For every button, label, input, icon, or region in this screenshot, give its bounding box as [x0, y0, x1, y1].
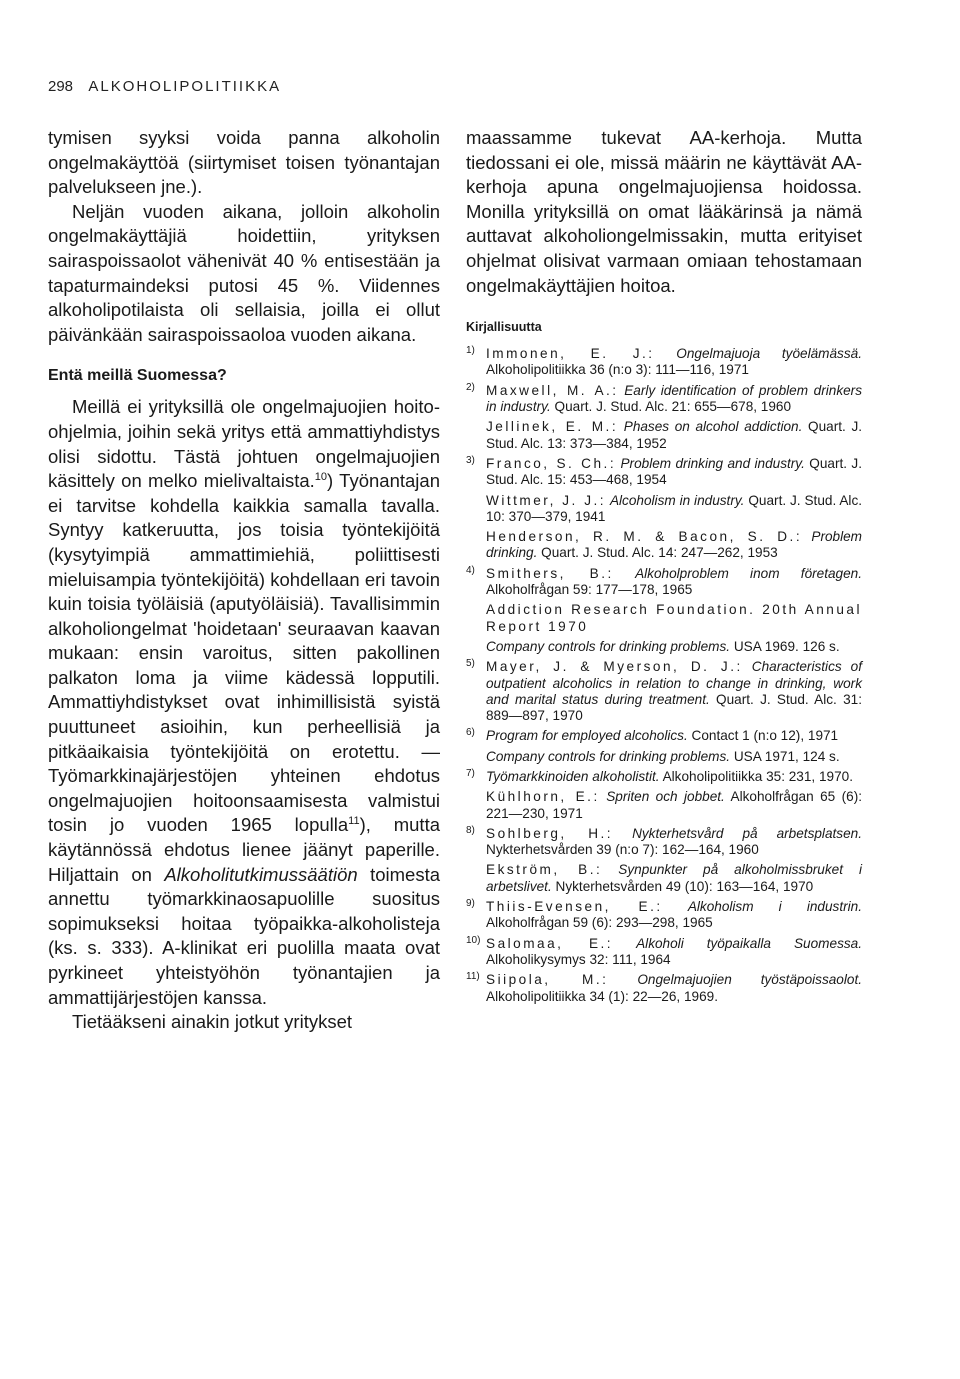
reference-source: Alkoholipolitiikka 34 (1): 22—26, 1969.	[486, 988, 718, 1004]
paragraph: maassamme tukevat AA-kerhoja. Mutta tiedossani ei ole, missä määrin ne käyttävät AA-kerhoja apuna ongelmajuojiensa hoidossa. Monilla yrityksillä on omat lääkärinsä ja nämä auttavat alkoholiongelmissakin, mutta erityiset ohjelmat olisivat varmaan omiaan tehostamaan ongelmakäyttäjien hoitoa.	[466, 127, 862, 296]
reference-source: Alkoholikysymys 32: 111, 1964	[486, 951, 671, 967]
footnote-ref: 10	[314, 470, 328, 483]
reference-author: Wittmer, J. J.:	[486, 492, 607, 508]
reference-title: Program for employed alcoholics.	[486, 728, 688, 744]
paragraph: Tietääkseni ainakin jotkut yritykset	[72, 1011, 353, 1033]
reference-title: Synpunkter på alkoholmissbruket i arbetslivet.	[486, 862, 862, 894]
reference-source: Quart. J. Stud. Alc. 21: 655—678, 1960	[554, 399, 792, 415]
reference-title: Nykterhetsvård på arbetsplatsen.	[632, 825, 862, 841]
reference-author: Henderson, R. M. & Bacon, S. D.:	[486, 529, 803, 545]
reference-item	[466, 769, 862, 785]
reference-source: Alkoholfrågan 59: 177—178, 1965	[486, 582, 693, 598]
paragraph-text: ) Työnantajan ei tarvitse kohdella kaikkia samalla tavalla. Syntyy katkeruutta, jos toisia työntekijöitä (kysytyimpiä ammattimiehiä, poliittisesti mieluisampia työntekijöitä) kohdellaan eri tavoin kuin toisia työläisiä (aputyöläisiä). Tavallisimmin alkoholiongelmat 'hoidetaan' seuraavan kaavan mukaan: ensin varoitus, sitten pakollinen palkaton loma ja viime kädessä lopputili. Ammattiyhdistykset ovat inhimillisistä syistä puuttuneet asioihin, kun perheellisiä ja pitkäaikaisia työntekijöitä on erotettu. — Työmarkkinajärjestöjen yhteinen ehdotus ongelmajuojien hoitoonsaamisesta valmistui tosin jo vuoden 1965 lopulla	[48, 470, 440, 836]
running-title: ALKOHOLIPOLITIIKKA	[88, 78, 282, 95]
reference-author: Thiis-Evensen, E.:	[486, 899, 663, 915]
paragraph-text: Meillä ei yrityksillä ole ongelmajuojien hoito-ohjelmia, joihin sekä yritys että ammattiyhdistys olisi sidottu. Tästä johtuen ongelmajuojien käsittely on melko mielivaltaista.	[48, 396, 440, 492]
reference-title: Characteristics of outpatient alcoholics in relation to change in drinking, work and marital status during treatment.	[486, 659, 862, 707]
reference-item	[466, 659, 862, 724]
reference-number: 1)	[466, 345, 475, 357]
reference-title: Ongelmajuoja työelämässä.	[676, 346, 862, 362]
reference-source: Quart. J. Stud. Alc. 31: 889—897, 1970	[486, 691, 862, 724]
references-heading: Kirjallisuutta	[466, 320, 542, 335]
reference-item	[466, 972, 862, 1005]
paragraph-text: toimesta annettu työmarkkinaosapuolille suositus sopimukseksi hoitaa työpaikka-alkoholisteja (ks. s. 333). A-klinikat eri puolilla maata ovat pyrkineet yhteistyöhön työnantajien ja ammattijärjestöjen kanssa.	[48, 863, 440, 1008]
right-column	[466, 126, 862, 1009]
reference-author: Mayer, J. & Myerson, D. J.:	[486, 659, 743, 675]
reference-item	[466, 749, 862, 765]
reference-title: Alkoholism i industrin.	[687, 899, 862, 915]
reference-author: Jellinek, E. M.:	[486, 419, 619, 435]
reference-source: Nykterhetsvården 49 (10): 163—164, 1970	[555, 878, 814, 894]
reference-source: Quart. J. Stud. Alc. 13: 373—384, 1952	[486, 419, 863, 451]
reference-number: 7)	[466, 767, 475, 779]
paragraph	[48, 395, 440, 1010]
reference-text	[486, 749, 862, 765]
reference-title: Company controls for drinking problems.	[486, 638, 731, 654]
page-number: 298	[48, 78, 74, 95]
reference-text	[486, 936, 862, 969]
reference-source: Quart. J. Stud. Alc. 10: 370—379, 1941	[486, 492, 863, 524]
reference-text	[486, 659, 862, 724]
reference-source: USA 1971, 124 s.	[733, 748, 840, 764]
reference-text	[486, 566, 862, 599]
section-heading: Entä meillä Suomessa?	[48, 367, 227, 385]
reference-title: Company controls for drinking problems.	[486, 748, 731, 764]
reference-item	[466, 383, 862, 416]
reference-item	[466, 826, 862, 859]
reference-text	[486, 529, 862, 562]
reference-title: Ongelmajuojien työstäpoissaolot.	[637, 972, 862, 988]
reference-text	[486, 602, 862, 635]
reference-author: Smithers, B.:	[486, 565, 614, 581]
reference-item	[466, 419, 862, 452]
reference-item	[466, 639, 862, 655]
reference-author: Franco, S. Ch.:	[486, 455, 617, 471]
reference-title: Työmarkkinoiden alkoholistit.	[486, 768, 660, 784]
reference-title: Alkoholi työpaikalla Suomessa.	[636, 935, 862, 951]
reference-text	[486, 769, 862, 785]
reference-source: Contact 1 (n:o 12), 1971	[691, 728, 839, 744]
reference-item	[466, 789, 862, 822]
reference-item	[466, 493, 862, 526]
reference-item	[466, 862, 862, 895]
reference-author: Salomaa, E.:	[486, 935, 614, 951]
reference-item	[466, 728, 862, 744]
reference-item	[466, 936, 862, 969]
left-column	[48, 126, 440, 1035]
running-head	[48, 78, 281, 95]
reference-text	[486, 639, 862, 655]
reference-text	[486, 899, 862, 932]
reference-text	[486, 728, 862, 744]
reference-number: 6)	[466, 727, 475, 739]
footnote-ref: 11	[348, 815, 360, 828]
reference-item	[466, 602, 862, 635]
reference-author: Addiction Research Foundation. 20th Annual Report 1970	[486, 602, 862, 634]
reference-source: Nykterhetsvården 39 (n:o 7): 162—164, 1960	[486, 842, 759, 858]
reference-source: Quart. J. Stud. Alc. 14: 247—262, 1953	[541, 545, 778, 561]
reference-item	[466, 346, 862, 379]
reference-source: Alkoholipolitiikka 36 (n:o 3): 111—116, 1971	[486, 362, 749, 378]
reference-source: Alkoholfrågan 65 (6): 221—230, 1971	[486, 789, 863, 821]
reference-text	[486, 862, 862, 895]
reference-author: Siipola, M.:	[486, 972, 609, 988]
reference-title: Phases on alcohol addiction.	[623, 419, 803, 435]
italic-term: Alkoholitutkimussäätiön	[164, 863, 358, 885]
reference-number: 2)	[466, 381, 475, 393]
paragraph-text: ), mutta käytännössä ehdotus lienee jäänyt paperille. Hiljattain on	[48, 814, 440, 885]
reference-source: USA 1969. 126 s.	[733, 638, 840, 654]
reference-item	[466, 899, 862, 932]
reference-number: 8)	[466, 824, 475, 836]
reference-text	[486, 789, 862, 822]
reference-text	[486, 456, 862, 489]
reference-title: Problem drinking.	[486, 529, 862, 561]
reference-author: Ekström, B.:	[486, 862, 603, 878]
reference-source: Alkoholfrågan 59 (6): 293—298, 1965	[486, 915, 713, 931]
reference-number: 3)	[466, 454, 475, 466]
reference-author: Sohlberg, H.:	[486, 825, 614, 841]
paragraph: Neljän vuoden aikana, jolloin alkoholin ongelmakäyttäjiä hoidettiin, yrityksen sairaspoissaolot vähenivät 40 % entisestään ja tapaturmaindeksi putosi 45 %. Viidennes alkoholipotilaista oli sellaisia, joilla ei ollut päivänkään sairaspoissaoloa vuoden aikana.	[48, 200, 440, 345]
reference-text	[486, 346, 862, 379]
reference-title: Spriten och jobbet.	[606, 789, 725, 805]
reference-text	[486, 383, 862, 416]
reference-author: Immonen, E. J.:	[486, 346, 655, 362]
reference-text	[486, 493, 862, 526]
reference-author: Kühlhorn, E.:	[486, 789, 600, 805]
reference-title: Early identification of problem drinkers in industry.	[486, 382, 862, 415]
reference-title: Problem drinking and industry.	[620, 455, 805, 471]
reference-text	[486, 826, 862, 859]
reference-list	[466, 346, 862, 1005]
reference-text	[486, 419, 862, 452]
reference-number: 4)	[466, 564, 475, 576]
reference-number: 11)	[466, 971, 480, 983]
reference-title: Alcoholism in industry.	[609, 492, 745, 508]
reference-number: 9)	[466, 898, 475, 910]
reference-number: 10)	[466, 934, 481, 946]
reference-source: Quart. J. Stud. Alc. 15: 453—468, 1954	[486, 455, 862, 488]
reference-item	[466, 456, 862, 489]
reference-author: Maxwell, M. A.:	[486, 382, 619, 398]
reference-text	[486, 972, 862, 1005]
reference-title: Alkoholproblem inom företagen.	[635, 565, 863, 581]
reference-number: 5)	[466, 658, 475, 670]
reference-item	[466, 529, 862, 562]
reference-item	[466, 566, 862, 599]
paragraph: tymisen syyksi voida panna alkoholin ongelmakäyttöä (siirtymiset toisen työnantajan palvelukseen jne.).	[48, 127, 440, 198]
reference-source: Alkoholipolitiikka 35: 231, 1970.	[662, 768, 854, 784]
